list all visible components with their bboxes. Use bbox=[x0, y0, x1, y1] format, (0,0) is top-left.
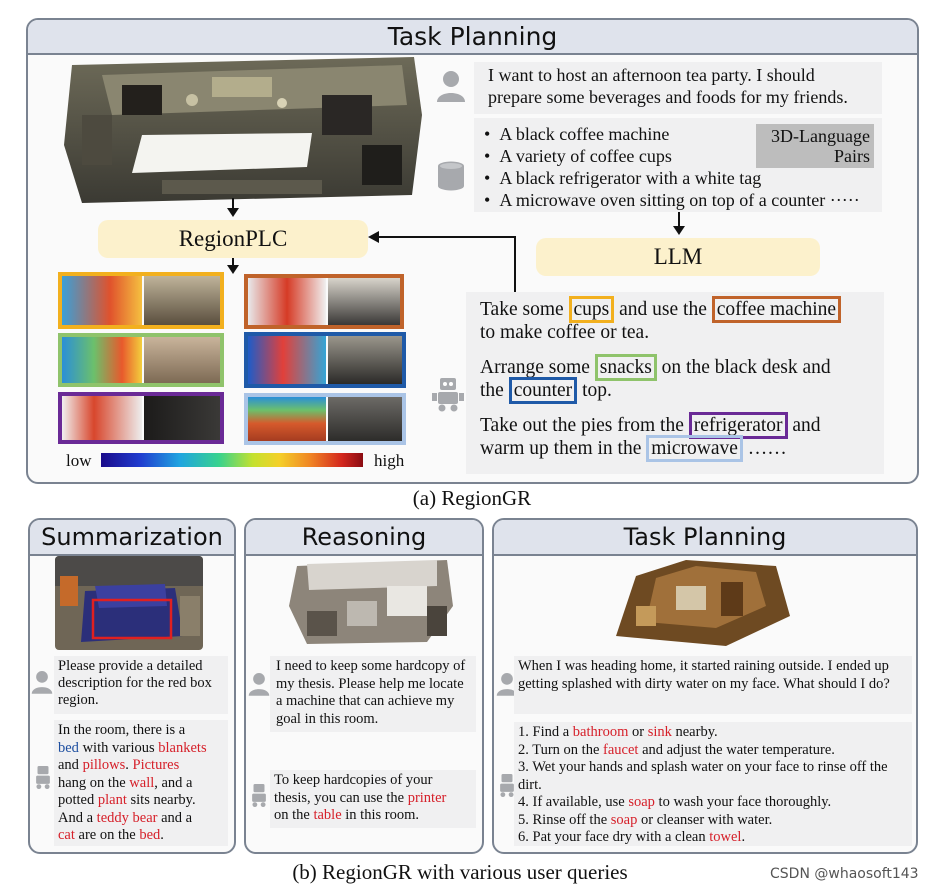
snacks-highlight: snacks bbox=[595, 354, 657, 381]
heatmap-colorbar bbox=[101, 453, 363, 467]
answer-paragraph: Take some cups and use the coffee machine to make coffee or tea. bbox=[480, 298, 870, 344]
reasoning-title: Reasoning bbox=[301, 523, 427, 551]
pair-item: • A variety of coffee cups bbox=[484, 146, 672, 166]
user-icon bbox=[436, 70, 466, 102]
step-item: 3. Wet your hands and splash water on your face to rinse off the dirt. bbox=[518, 759, 888, 793]
summarization-query: Please provide a detailed description for the red box region. bbox=[58, 658, 212, 708]
step-item: 6. Pat your face dry with a clean towel. bbox=[518, 829, 746, 845]
thumb-refrigerator bbox=[58, 392, 224, 444]
kw-printer: printer bbox=[407, 789, 447, 806]
kw-bed: bed bbox=[58, 739, 79, 756]
arrow-head-icon bbox=[673, 226, 685, 236]
answer-paragraph: Arrange some snacks on the black desk and the counter top. bbox=[480, 356, 870, 402]
answer-paragraph: Take out the pies from the refrigerator and warm up them in the microwave …… bbox=[480, 414, 870, 460]
kw-pictures: Pictures bbox=[132, 757, 180, 773]
arrow-head-icon bbox=[227, 265, 239, 275]
watermark: CSDN @whaosoft143 bbox=[770, 866, 919, 882]
arrow-head-icon bbox=[227, 208, 239, 218]
kw-cat: cat bbox=[58, 827, 75, 843]
step-item: 4. If available, use soap to wash your face thoroughly. bbox=[518, 794, 832, 810]
kw-bathroom: bathroom bbox=[572, 724, 629, 740]
regionplc-module bbox=[98, 220, 368, 258]
llm-answer-box bbox=[466, 292, 884, 474]
kw-pillows: pillows bbox=[82, 757, 126, 773]
thumb-snacks bbox=[58, 333, 224, 387]
top-panel-header bbox=[28, 20, 917, 55]
user-icon bbox=[248, 672, 270, 696]
regionplc-label: RegionPLC bbox=[178, 226, 288, 251]
arrow-answer-to-regionplc-h bbox=[378, 236, 516, 238]
kw-sink: sink bbox=[647, 724, 672, 740]
task-planning-answer-box bbox=[514, 722, 912, 846]
refrigerator-highlight: refrigerator bbox=[689, 412, 788, 439]
kitchen-scene-image bbox=[62, 55, 424, 203]
step-item: 1. Find a bathroom or sink nearby. bbox=[518, 724, 718, 740]
kw-blankets: blankets bbox=[158, 739, 207, 756]
llm-label: LLM bbox=[653, 244, 703, 269]
pairs-tag-text: 3D-Language Pairs bbox=[771, 126, 870, 166]
summarization-answer-box: In the room, there is a bed with various blankets and pillows. Pictures hang on the wall, and a potted plant sits nearby. And a teddy bear and a cat are on the bed. bbox=[54, 720, 228, 846]
figure-caption-b: (b) RegionGR with various user queries bbox=[292, 860, 628, 884]
pairs-tag bbox=[756, 124, 874, 168]
kw-soap: soap bbox=[628, 794, 655, 810]
thumb-cups bbox=[58, 272, 224, 329]
database-icon bbox=[437, 161, 465, 191]
apartment-scene-image bbox=[606, 556, 794, 648]
kw-towel: towel bbox=[709, 829, 742, 845]
pair-item: • A black coffee machine bbox=[484, 124, 670, 144]
coffee-machine-highlight: coffee machine bbox=[712, 296, 841, 323]
counter-highlight: counter bbox=[509, 377, 577, 404]
pair-item: • A black refrigerator with a white tag bbox=[484, 168, 762, 188]
robot-icon bbox=[248, 782, 270, 808]
thumb-microwave bbox=[244, 393, 406, 445]
kw-table: table bbox=[313, 807, 342, 823]
reasoning-query: I need to keep some hardcopy of my thesis. Please help me locate a machine that can achieve my goal in this room. bbox=[276, 658, 466, 727]
legend-low-label: low bbox=[66, 451, 92, 470]
kw-bed-2: bed bbox=[139, 827, 161, 843]
arrow-answer-to-regionplc-v bbox=[514, 236, 516, 292]
summarization-header bbox=[30, 520, 234, 556]
figure-caption-a: (a) RegionGR bbox=[412, 486, 532, 510]
cups-highlight: cups bbox=[569, 296, 615, 323]
user-query-text: I want to host an afternoon tea party. I should prepare some beverages and foods for my friends. bbox=[488, 65, 848, 107]
top-panel-title: Task Planning bbox=[387, 22, 558, 51]
user-query-box bbox=[474, 62, 882, 114]
reasoning-answer-box: To keep hardcopies of your thesis, you can use the printer on the table in this room. bbox=[270, 770, 476, 828]
kw-faucet: faucet bbox=[603, 741, 639, 758]
pair-item: • A microwave oven sitting on top of a counter ····· bbox=[484, 190, 860, 210]
summarization-query-box bbox=[54, 656, 228, 714]
robot-icon bbox=[432, 376, 464, 412]
reasoning-header bbox=[246, 520, 482, 556]
task-planning-title: Task Planning bbox=[623, 523, 787, 551]
thumb-coffee-machine bbox=[244, 274, 404, 329]
bedroom-scene-image bbox=[55, 556, 203, 650]
user-icon bbox=[31, 670, 53, 694]
kw-teddy-bear: teddy bear bbox=[96, 809, 158, 826]
step-item: 2. Turn on the faucet and adjust the water temperature. bbox=[518, 741, 835, 758]
task-planning-query: When I was heading home, it started raining outside. I ended up getting splashed with dirty water on my face. What should I do? bbox=[518, 658, 890, 692]
reasoning-query-box bbox=[270, 656, 476, 732]
kw-soap-2: soap bbox=[610, 811, 638, 828]
task-planning-header bbox=[494, 520, 916, 556]
robot-icon bbox=[32, 764, 54, 790]
office-scene-image bbox=[287, 556, 455, 646]
summarization-title: Summarization bbox=[41, 523, 223, 551]
llm-module bbox=[536, 238, 820, 276]
kw-plant: plant bbox=[97, 792, 127, 808]
task-planning-query-box bbox=[514, 656, 912, 714]
kw-wall: wall bbox=[129, 774, 155, 791]
thumb-counter bbox=[244, 332, 406, 388]
microwave-highlight: microwave bbox=[646, 435, 743, 462]
step-item: 5. Rinse off the soap or cleanser with water. bbox=[518, 811, 773, 828]
legend-high-label: high bbox=[374, 451, 405, 470]
arrow-head-icon bbox=[368, 231, 380, 243]
